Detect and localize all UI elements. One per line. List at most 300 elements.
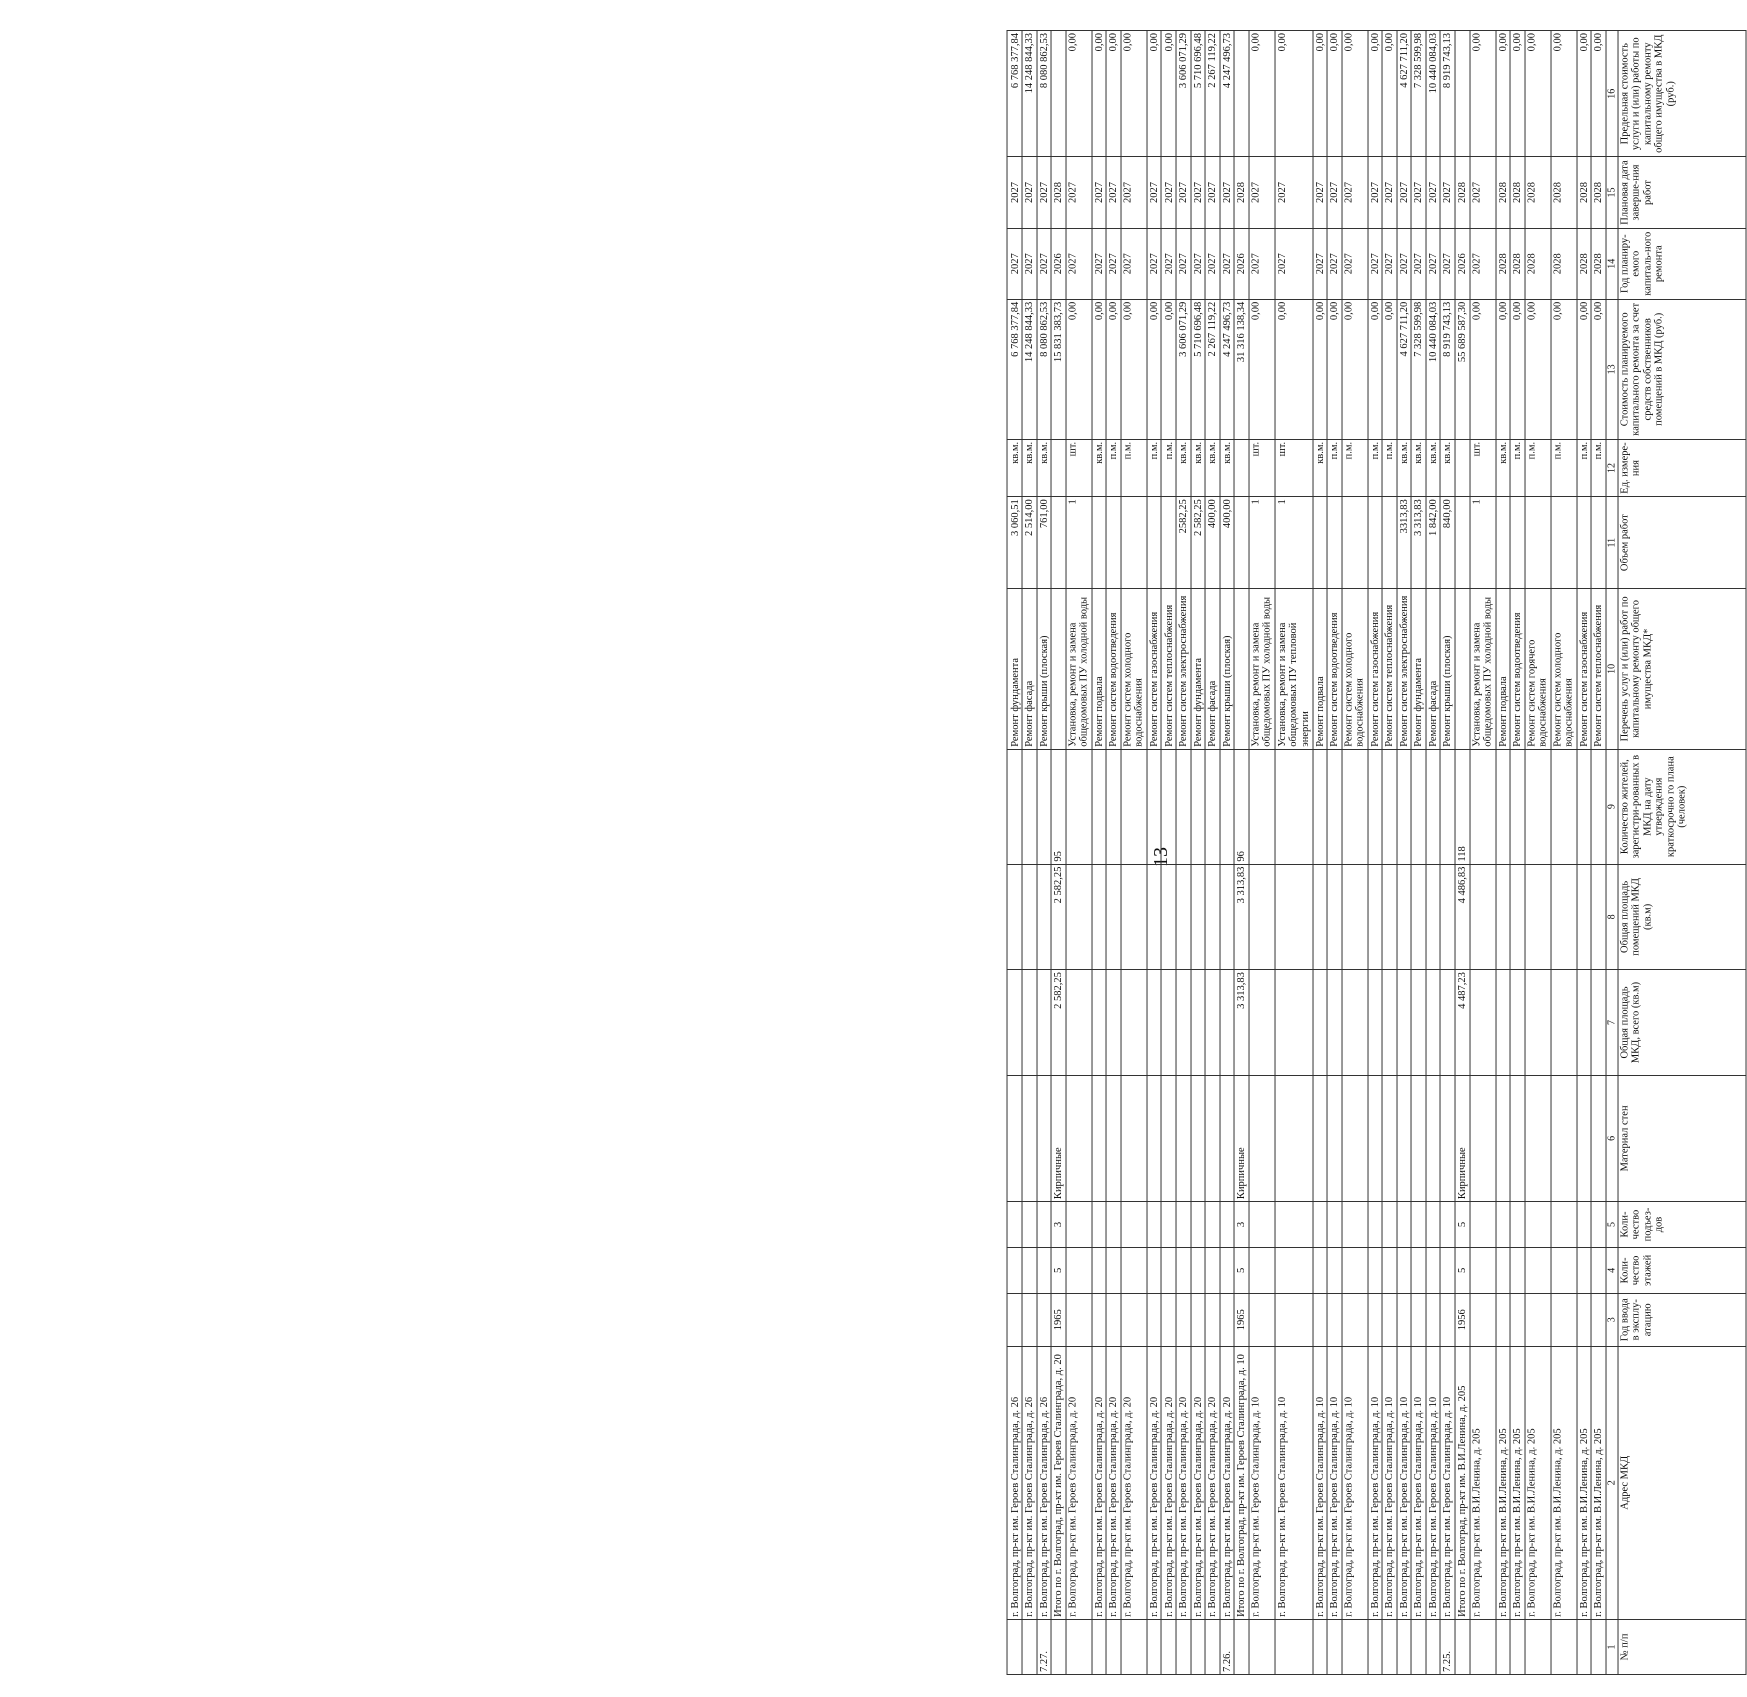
completion-date-cell: 2027 bbox=[1176, 157, 1191, 228]
planned-cost-cell: 15 831 383,73 bbox=[1051, 299, 1066, 439]
work-volume-cell bbox=[1106, 497, 1121, 589]
row-number-cell bbox=[1368, 1619, 1383, 1674]
total-area-cell bbox=[1591, 970, 1606, 1076]
work-volume-cell bbox=[1162, 497, 1177, 589]
commission-year-cell bbox=[1577, 1293, 1592, 1346]
work-volume-cell bbox=[1591, 497, 1606, 589]
planned-cost-cell: 14 248 844,33 bbox=[1022, 299, 1037, 439]
work-volume-cell bbox=[1510, 497, 1525, 589]
work-volume-cell bbox=[1525, 497, 1551, 589]
completion-date-cell: 2027 bbox=[1162, 157, 1177, 228]
completion-date-cell: 2027 bbox=[1092, 157, 1107, 228]
unit-cell: кв.м. bbox=[1092, 439, 1107, 496]
max-cost-cell: 7 328 599,98 bbox=[1411, 31, 1426, 157]
total-area-cell bbox=[1220, 970, 1235, 1076]
column-number: 5 bbox=[1606, 1202, 1618, 1248]
wall-material-cell bbox=[1470, 1075, 1496, 1201]
planned-cost-cell: 55 689 587,30 bbox=[1455, 299, 1470, 439]
unit-cell: п.м. bbox=[1525, 439, 1551, 496]
address-cell: г. Волгоград, пр-кт им. Героев Сталинграда, д. 10 bbox=[1275, 1346, 1313, 1619]
work-volume-cell: 1 842,00 bbox=[1426, 497, 1441, 589]
table-row bbox=[1008, 31, 1023, 1675]
address-cell: г. Волгоград, пр-кт им. Героев Сталинграда, д. 20 bbox=[1191, 1346, 1206, 1619]
address-cell: г. Волгоград, пр-кт им. В.И.Ленина, д. 205 bbox=[1510, 1346, 1525, 1619]
residents-cell bbox=[1092, 749, 1107, 864]
floors-cell bbox=[1205, 1247, 1220, 1293]
total-area-cell bbox=[1510, 970, 1525, 1076]
floors-cell: 5 bbox=[1234, 1247, 1249, 1293]
table-row bbox=[1220, 31, 1235, 1675]
completion-date-cell: 2027 bbox=[1397, 157, 1412, 228]
unit-cell: п.м. bbox=[1577, 439, 1592, 496]
commission-year-cell bbox=[1162, 1293, 1177, 1346]
table-row bbox=[1121, 31, 1147, 1675]
planned-cost-cell: 0,00 bbox=[1147, 299, 1162, 439]
row-number-cell bbox=[1234, 1619, 1249, 1674]
commission-year-cell bbox=[1440, 1293, 1455, 1346]
unit-cell: кв.м. bbox=[1008, 439, 1023, 496]
work-volume-cell bbox=[1496, 497, 1511, 589]
max-cost-cell: 0,00 bbox=[1525, 31, 1551, 157]
address-cell: г. Волгоград, пр-кт им. В.И.Ленина, д. 205 bbox=[1591, 1346, 1606, 1619]
completion-date-cell: 2028 bbox=[1525, 157, 1551, 228]
table-row bbox=[1426, 31, 1441, 1675]
total-area-cell bbox=[1176, 970, 1191, 1076]
unit-cell: кв.м. bbox=[1176, 439, 1191, 496]
address-cell: г. Волгоград, пр-кт им. Героев Сталинграда, д. 10 bbox=[1426, 1346, 1441, 1619]
commission-year-cell bbox=[1411, 1293, 1426, 1346]
address-cell: г. Волгоград, пр-кт им. В.И.Ленина, д. 205 bbox=[1577, 1346, 1592, 1619]
completion-date-cell: 2027 bbox=[1121, 157, 1147, 228]
total-area-cell: 3 313,83 bbox=[1234, 970, 1249, 1076]
wall-material-cell bbox=[1162, 1075, 1177, 1201]
wall-material-cell bbox=[1327, 1075, 1342, 1201]
total-area-cell bbox=[1275, 970, 1313, 1076]
total-area-cell bbox=[1327, 970, 1342, 1076]
planned-cost-cell: 7 328 599,98 bbox=[1411, 299, 1426, 439]
max-cost-cell: 8 080 862,53 bbox=[1037, 31, 1052, 157]
wall-material-cell bbox=[1008, 1075, 1023, 1201]
max-cost-cell: 8 919 743,13 bbox=[1440, 31, 1455, 157]
column-number: 13 bbox=[1606, 299, 1618, 439]
total-area-cell bbox=[1066, 970, 1092, 1076]
total-area-cell bbox=[1191, 970, 1206, 1076]
header-cell: Стоимость планируемого капитального ремонта за счет средств собственников помещений в МКД (руб.) bbox=[1618, 299, 1746, 439]
table-row bbox=[1205, 31, 1220, 1675]
row-number-cell bbox=[1496, 1619, 1511, 1674]
planned-year-cell: 2027 bbox=[1368, 228, 1383, 299]
planned-cost-cell: 0,00 bbox=[1510, 299, 1525, 439]
commission-year-cell bbox=[1591, 1293, 1606, 1346]
planned-year-cell: 2027 bbox=[1037, 228, 1052, 299]
entrances-cell bbox=[1008, 1202, 1023, 1248]
row-number-cell bbox=[1327, 1619, 1342, 1674]
residents-cell: 118 bbox=[1455, 749, 1470, 864]
commission-year-cell bbox=[1313, 1293, 1328, 1346]
address-cell: г. Волгоград, пр-кт им. Героев Сталинграда, д. 26 bbox=[1037, 1346, 1052, 1619]
planned-cost-cell: 0,00 bbox=[1591, 299, 1606, 439]
wall-material-cell bbox=[1121, 1075, 1147, 1201]
wall-material-cell bbox=[1397, 1075, 1412, 1201]
entrances-cell bbox=[1220, 1202, 1235, 1248]
max-cost-cell: 5 710 696,48 bbox=[1191, 31, 1206, 157]
premises-area-cell bbox=[1066, 864, 1092, 970]
floors-cell bbox=[1121, 1247, 1147, 1293]
completion-date-cell: 2027 bbox=[1368, 157, 1383, 228]
wall-material-cell bbox=[1022, 1075, 1037, 1201]
max-cost-cell: 0,00 bbox=[1327, 31, 1342, 157]
column-number: 6 bbox=[1606, 1075, 1618, 1201]
total-area-cell bbox=[1313, 970, 1328, 1076]
row-number-cell bbox=[1411, 1619, 1426, 1674]
premises-area-cell: 4 486,83 bbox=[1455, 864, 1470, 970]
residents-cell bbox=[1176, 749, 1191, 864]
wall-material-cell bbox=[1411, 1075, 1426, 1201]
work-volume-cell: 2 582,25 bbox=[1191, 497, 1206, 589]
table-row bbox=[1577, 31, 1592, 1675]
unit-cell: кв.м. bbox=[1022, 439, 1037, 496]
work-type-cell: Ремонт систем холодного водоснабжения bbox=[1551, 589, 1577, 750]
total-area-cell bbox=[1551, 970, 1577, 1076]
floors-cell bbox=[1191, 1247, 1206, 1293]
work-type-cell: Ремонт систем водоотведения bbox=[1106, 589, 1121, 750]
planned-cost-cell: 10 440 084,03 bbox=[1426, 299, 1441, 439]
planned-year-cell: 2027 bbox=[1382, 228, 1397, 299]
planned-cost-cell: 0,00 bbox=[1121, 299, 1147, 439]
planned-cost-cell: 0,00 bbox=[1066, 299, 1092, 439]
wall-material-cell bbox=[1106, 1075, 1121, 1201]
entrances-cell bbox=[1327, 1202, 1342, 1248]
floors-cell bbox=[1382, 1247, 1397, 1293]
wall-material-cell bbox=[1092, 1075, 1107, 1201]
table-row bbox=[1525, 31, 1551, 1675]
row-number-cell bbox=[1092, 1619, 1107, 1674]
row-number-cell bbox=[1470, 1619, 1496, 1674]
completion-date-cell: 2027 bbox=[1191, 157, 1206, 228]
unit-cell: кв.м. bbox=[1426, 439, 1441, 496]
commission-year-cell bbox=[1470, 1293, 1496, 1346]
completion-date-cell: 2028 bbox=[1577, 157, 1592, 228]
total-area-cell: 2 582,25 bbox=[1051, 970, 1066, 1076]
work-volume-cell: 3 313,83 bbox=[1411, 497, 1426, 589]
work-volume-cell: 400,00 bbox=[1205, 497, 1220, 589]
planned-cost-cell: 0,00 bbox=[1496, 299, 1511, 439]
commission-year-cell bbox=[1249, 1293, 1275, 1346]
column-number: 10 bbox=[1606, 589, 1618, 750]
address-cell: Итого по г. Волгоград, пр-кт им. Героев Сталинграда, д. 10 bbox=[1234, 1346, 1249, 1619]
work-volume-cell bbox=[1342, 497, 1368, 589]
table-row bbox=[1147, 31, 1162, 1675]
column-number: 9 bbox=[1606, 749, 1618, 864]
floors-cell bbox=[1496, 1247, 1511, 1293]
entrances-cell bbox=[1121, 1202, 1147, 1248]
work-volume-cell bbox=[1234, 497, 1249, 589]
entrances-cell bbox=[1591, 1202, 1606, 1248]
premises-area-cell bbox=[1092, 864, 1107, 970]
table-row bbox=[1411, 31, 1426, 1675]
floors-cell bbox=[1591, 1247, 1606, 1293]
planned-year-cell: 2027 bbox=[1249, 228, 1275, 299]
wall-material-cell bbox=[1205, 1075, 1220, 1201]
planned-year-cell: 2027 bbox=[1008, 228, 1023, 299]
commission-year-cell bbox=[1368, 1293, 1383, 1346]
address-cell: г. Волгоград, пр-кт им. Героев Сталинграда, д. 10 bbox=[1397, 1346, 1412, 1619]
max-cost-cell: 6 768 377,84 bbox=[1008, 31, 1023, 157]
premises-area-cell bbox=[1327, 864, 1342, 970]
max-cost-cell: 0,00 bbox=[1368, 31, 1383, 157]
work-type-cell: Ремонт подвала bbox=[1092, 589, 1107, 750]
wall-material-cell bbox=[1426, 1075, 1441, 1201]
completion-date-cell: 2027 bbox=[1147, 157, 1162, 228]
planned-year-cell: 2026 bbox=[1234, 228, 1249, 299]
wall-material-cell bbox=[1525, 1075, 1551, 1201]
residents-cell bbox=[1525, 749, 1551, 864]
planned-cost-cell: 0,00 bbox=[1313, 299, 1328, 439]
work-volume-cell bbox=[1121, 497, 1147, 589]
wall-material-cell bbox=[1551, 1075, 1577, 1201]
unit-cell: п.м. bbox=[1147, 439, 1162, 496]
commission-year-cell bbox=[1147, 1293, 1162, 1346]
residents-cell bbox=[1510, 749, 1525, 864]
completion-date-cell: 2027 bbox=[1106, 157, 1121, 228]
completion-date-cell: 2027 bbox=[1022, 157, 1037, 228]
premises-area-cell bbox=[1496, 864, 1511, 970]
work-volume-cell bbox=[1382, 497, 1397, 589]
completion-date-cell: 2027 bbox=[1470, 157, 1496, 228]
work-type-cell: Ремонт фундамента bbox=[1411, 589, 1426, 750]
total-area-cell bbox=[1411, 970, 1426, 1076]
total-area-cell bbox=[1205, 970, 1220, 1076]
max-cost-cell: 0,00 bbox=[1470, 31, 1496, 157]
planned-year-cell: 2028 bbox=[1551, 228, 1577, 299]
commission-year-cell bbox=[1382, 1293, 1397, 1346]
planned-cost-cell: 0,00 bbox=[1368, 299, 1383, 439]
floors-cell bbox=[1106, 1247, 1121, 1293]
table-row bbox=[1368, 31, 1383, 1675]
row-number-cell bbox=[1176, 1619, 1191, 1674]
unit-cell: кв.м. bbox=[1037, 439, 1052, 496]
row-number-cell bbox=[1313, 1619, 1328, 1674]
premises-area-cell bbox=[1440, 864, 1455, 970]
work-type-cell: Ремонт систем холодного водоснабжения bbox=[1121, 589, 1147, 750]
work-type-cell: Ремонт систем холодного водоснабжения bbox=[1342, 589, 1368, 750]
planned-year-cell: 2027 bbox=[1275, 228, 1313, 299]
row-number-cell bbox=[1551, 1619, 1577, 1674]
floors-cell bbox=[1147, 1247, 1162, 1293]
total-area-cell bbox=[1397, 970, 1412, 1076]
entrances-cell bbox=[1162, 1202, 1177, 1248]
planned-year-cell: 2028 bbox=[1591, 228, 1606, 299]
entrances-cell bbox=[1106, 1202, 1121, 1248]
unit-cell: кв.м. bbox=[1496, 439, 1511, 496]
address-cell: г. Волгоград, пр-кт им. Героев Сталинграда, д. 10 bbox=[1368, 1346, 1383, 1619]
header-cell: Материал стен bbox=[1618, 1075, 1746, 1201]
premises-area-cell bbox=[1397, 864, 1412, 970]
max-cost-cell: 4 247 496,73 bbox=[1220, 31, 1235, 157]
wall-material-cell: Кирпичные bbox=[1051, 1075, 1066, 1201]
column-number: 4 bbox=[1606, 1247, 1618, 1293]
row-number-cell: 7.26. bbox=[1220, 1619, 1235, 1674]
planned-cost-cell: 5 710 696,48 bbox=[1191, 299, 1206, 439]
entrances-cell bbox=[1551, 1202, 1577, 1248]
column-number: 16 bbox=[1606, 31, 1618, 157]
planned-cost-cell: 2 267 119,22 bbox=[1205, 299, 1220, 439]
residents-cell bbox=[1327, 749, 1342, 864]
wall-material-cell bbox=[1066, 1075, 1092, 1201]
header-cell: Объем работ bbox=[1618, 497, 1746, 589]
planned-cost-cell: 0,00 bbox=[1275, 299, 1313, 439]
residents-cell bbox=[1440, 749, 1455, 864]
floors-cell: 5 bbox=[1455, 1247, 1470, 1293]
residents-cell bbox=[1275, 749, 1313, 864]
commission-year-cell bbox=[1496, 1293, 1511, 1346]
premises-area-cell bbox=[1470, 864, 1496, 970]
work-type-cell: Установка, ремонт и замена общедомовых ПУ тепловой энергии bbox=[1275, 589, 1313, 750]
work-type-cell: Ремонт систем теплоснабжения bbox=[1591, 589, 1606, 750]
max-cost-cell: 0,00 bbox=[1496, 31, 1511, 157]
work-type-cell: Ремонт систем электроснабжения bbox=[1397, 589, 1412, 750]
work-type-cell: Ремонт систем горячего водоснабжения bbox=[1525, 589, 1551, 750]
floors-cell bbox=[1327, 1247, 1342, 1293]
planned-year-cell: 2027 bbox=[1066, 228, 1092, 299]
planned-cost-cell: 0,00 bbox=[1470, 299, 1496, 439]
premises-area-cell bbox=[1551, 864, 1577, 970]
work-volume-cell bbox=[1455, 497, 1470, 589]
commission-year-cell bbox=[1342, 1293, 1368, 1346]
floors-cell bbox=[1275, 1247, 1313, 1293]
unit-cell: п.м. bbox=[1510, 439, 1525, 496]
premises-area-cell bbox=[1426, 864, 1441, 970]
unit-cell bbox=[1051, 439, 1066, 496]
wall-material-cell bbox=[1191, 1075, 1206, 1201]
total-area-cell bbox=[1382, 970, 1397, 1076]
entrances-cell bbox=[1037, 1202, 1052, 1248]
entrances-cell bbox=[1176, 1202, 1191, 1248]
total-area-cell bbox=[1368, 970, 1383, 1076]
completion-date-cell: 2027 bbox=[1382, 157, 1397, 228]
table-row bbox=[1382, 31, 1397, 1675]
commission-year-cell bbox=[1191, 1293, 1206, 1346]
planned-year-cell: 2027 bbox=[1397, 228, 1412, 299]
premises-area-cell bbox=[1342, 864, 1368, 970]
header-cell: Коли-чество подъез-дов bbox=[1618, 1202, 1746, 1248]
unit-cell: п.м. bbox=[1162, 439, 1177, 496]
address-cell: г. Волгоград, пр-кт им. Героев Сталинграда, д. 10 bbox=[1342, 1346, 1368, 1619]
commission-year-cell bbox=[1205, 1293, 1220, 1346]
premises-area-cell: 3 313,83 bbox=[1234, 864, 1249, 970]
floors-cell bbox=[1092, 1247, 1107, 1293]
row-number-cell bbox=[1051, 1619, 1066, 1674]
floors-cell bbox=[1368, 1247, 1383, 1293]
entrances-cell bbox=[1066, 1202, 1092, 1248]
floors-cell bbox=[1510, 1247, 1525, 1293]
max-cost-cell: 10 440 084,03 bbox=[1426, 31, 1441, 157]
total-area-cell bbox=[1496, 970, 1511, 1076]
work-type-cell: Установка, ремонт и замена общедомовых ПУ холодной воды bbox=[1249, 589, 1275, 750]
completion-date-cell: 2028 bbox=[1510, 157, 1525, 228]
premises-area-cell bbox=[1106, 864, 1121, 970]
wall-material-cell bbox=[1496, 1075, 1511, 1201]
completion-date-cell: 2027 bbox=[1249, 157, 1275, 228]
entrances-cell bbox=[1022, 1202, 1037, 1248]
residents-cell bbox=[1426, 749, 1441, 864]
commission-year-cell bbox=[1551, 1293, 1577, 1346]
entrances-cell bbox=[1191, 1202, 1206, 1248]
table-row bbox=[1234, 31, 1249, 1675]
column-number-row bbox=[1606, 31, 1618, 1675]
row-number-cell bbox=[1426, 1619, 1441, 1674]
floors-cell bbox=[1037, 1247, 1052, 1293]
planned-cost-cell: 0,00 bbox=[1162, 299, 1177, 439]
wall-material-cell bbox=[1382, 1075, 1397, 1201]
planned-cost-cell: 0,00 bbox=[1106, 299, 1121, 439]
residents-cell bbox=[1220, 749, 1235, 864]
row-number-cell bbox=[1106, 1619, 1121, 1674]
commission-year-cell bbox=[1327, 1293, 1342, 1346]
header-cell: Коли-чество этажей bbox=[1618, 1247, 1746, 1293]
table-row bbox=[1275, 31, 1313, 1675]
repair-plan-table bbox=[1007, 30, 1747, 1675]
residents-cell bbox=[1249, 749, 1275, 864]
total-area-cell bbox=[1092, 970, 1107, 1076]
table-row bbox=[1510, 31, 1525, 1675]
planned-cost-cell: 0,00 bbox=[1342, 299, 1368, 439]
wall-material-cell bbox=[1249, 1075, 1275, 1201]
residents-cell bbox=[1106, 749, 1121, 864]
floors-cell bbox=[1008, 1247, 1023, 1293]
entrances-cell bbox=[1440, 1202, 1455, 1248]
work-type-cell bbox=[1455, 589, 1470, 750]
wall-material-cell bbox=[1037, 1075, 1052, 1201]
planned-cost-cell: 0,00 bbox=[1382, 299, 1397, 439]
premises-area-cell bbox=[1591, 864, 1606, 970]
work-type-cell: Ремонт фасада bbox=[1022, 589, 1037, 750]
address-cell: г. Волгоград, пр-кт им. Героев Сталинграда, д. 20 bbox=[1205, 1346, 1220, 1619]
table-row bbox=[1455, 31, 1470, 1675]
commission-year-cell bbox=[1092, 1293, 1107, 1346]
planned-year-cell: 2027 bbox=[1022, 228, 1037, 299]
residents-cell bbox=[1496, 749, 1511, 864]
premises-area-cell bbox=[1162, 864, 1177, 970]
column-number: 7 bbox=[1606, 970, 1618, 1076]
wall-material-cell bbox=[1440, 1075, 1455, 1201]
work-type-cell: Установка, ремонт и замена общедомовых ПУ холодной воды bbox=[1470, 589, 1496, 750]
floors-cell bbox=[1525, 1247, 1551, 1293]
table-body bbox=[1008, 31, 1607, 1675]
column-number: 12 bbox=[1606, 439, 1618, 496]
row-number-cell bbox=[1525, 1619, 1551, 1674]
max-cost-cell: 0,00 bbox=[1162, 31, 1177, 157]
commission-year-cell: 1965 bbox=[1234, 1293, 1249, 1346]
wall-material-cell bbox=[1220, 1075, 1235, 1201]
commission-year-cell: 1965 bbox=[1051, 1293, 1066, 1346]
row-number-cell bbox=[1121, 1619, 1147, 1674]
commission-year-cell bbox=[1008, 1293, 1023, 1346]
floors-cell: 5 bbox=[1051, 1247, 1066, 1293]
unit-cell: кв.м. bbox=[1220, 439, 1235, 496]
wall-material-cell bbox=[1275, 1075, 1313, 1201]
completion-date-cell: 2027 bbox=[1313, 157, 1328, 228]
row-number-cell bbox=[1191, 1619, 1206, 1674]
unit-cell: шт. bbox=[1470, 439, 1496, 496]
commission-year-cell bbox=[1525, 1293, 1551, 1346]
header-cell: Перечень услуг и (или) работ по капитальному ремонту общего имущества МКД* bbox=[1618, 589, 1746, 750]
residents-cell bbox=[1008, 749, 1023, 864]
premises-area-cell bbox=[1121, 864, 1147, 970]
unit-cell: кв.м. bbox=[1440, 439, 1455, 496]
row-number-cell bbox=[1342, 1619, 1368, 1674]
residents-cell bbox=[1162, 749, 1177, 864]
